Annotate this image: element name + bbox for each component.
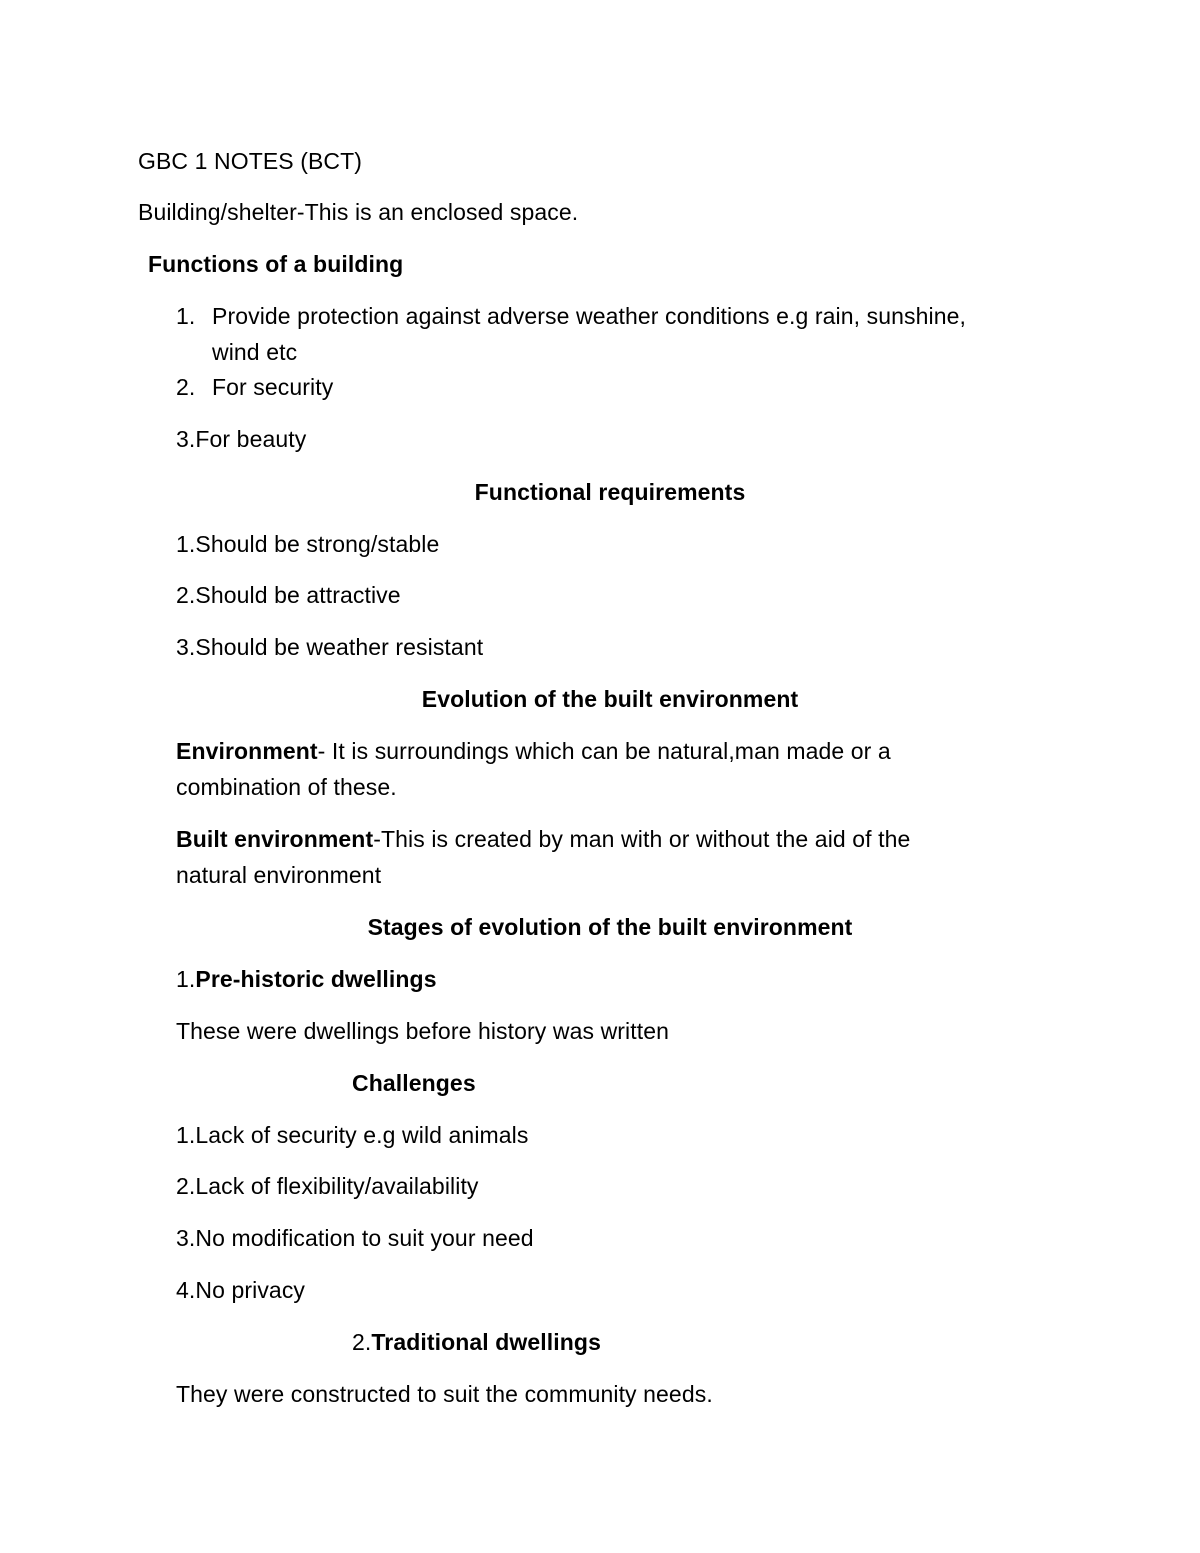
list-item: 1.Lack of security e.g wild animals (176, 1122, 529, 1148)
list-item: 2.Lack of flexibility/availability (176, 1173, 479, 1199)
built-environment-term: Built environment (176, 826, 374, 852)
list-item: 3.For beauty (176, 426, 307, 452)
stage-2-heading (352, 1328, 601, 1356)
environment-definition-text: - It is surroundings which can be natural,man made or a (317, 738, 891, 764)
list-item: 2.Should be attractive (176, 582, 401, 608)
stage-2-number: 2. (352, 1329, 372, 1355)
list-item: 3.No modification to suit your need (176, 1225, 534, 1251)
environment-term: Environment (176, 738, 318, 764)
stage-2-title: Traditional dwellings (371, 1329, 601, 1355)
stage-1-description: These were dwellings before history was written (176, 1018, 670, 1044)
built-environment-definition-line (176, 825, 910, 853)
list-item: 1.Should be strong/stable (176, 531, 440, 557)
stages-heading: Stages of evolution of the built environment (367, 914, 853, 940)
list-item-text-continued: wind etc (212, 339, 298, 365)
challenges-heading: Challenges (352, 1070, 476, 1096)
functions-heading: Functions of a building (148, 251, 404, 277)
functional-requirements-heading: Functional requirements (474, 479, 746, 505)
evolution-heading: Evolution of the built environment (421, 686, 799, 712)
list-item: 3.Should be weather resistant (176, 634, 484, 660)
built-environment-definition-text: -This is created by man with or without the aid of the (373, 826, 911, 852)
list-item-number: 2. (176, 374, 196, 400)
environment-definition-continued: combination of these. (176, 774, 397, 800)
stage-2-description: They were constructed to suit the community needs. (176, 1381, 713, 1407)
document-title: GBC 1 NOTES (BCT) (138, 148, 363, 174)
list-item: 4.No privacy (176, 1277, 306, 1303)
list-item-number: 1. (176, 303, 196, 329)
building-definition: Building/shelter-This is an enclosed space. (138, 199, 579, 225)
stage-1-heading (176, 965, 437, 993)
list-item-text: For security (212, 374, 334, 400)
environment-definition-line (176, 737, 891, 765)
stage-1-title: Pre-historic dwellings (195, 966, 437, 992)
list-item-text: Provide protection against adverse weather conditions e.g rain, sunshine, (212, 303, 966, 329)
stage-1-number: 1. (176, 966, 196, 992)
built-environment-definition-continued: natural environment (176, 862, 382, 888)
